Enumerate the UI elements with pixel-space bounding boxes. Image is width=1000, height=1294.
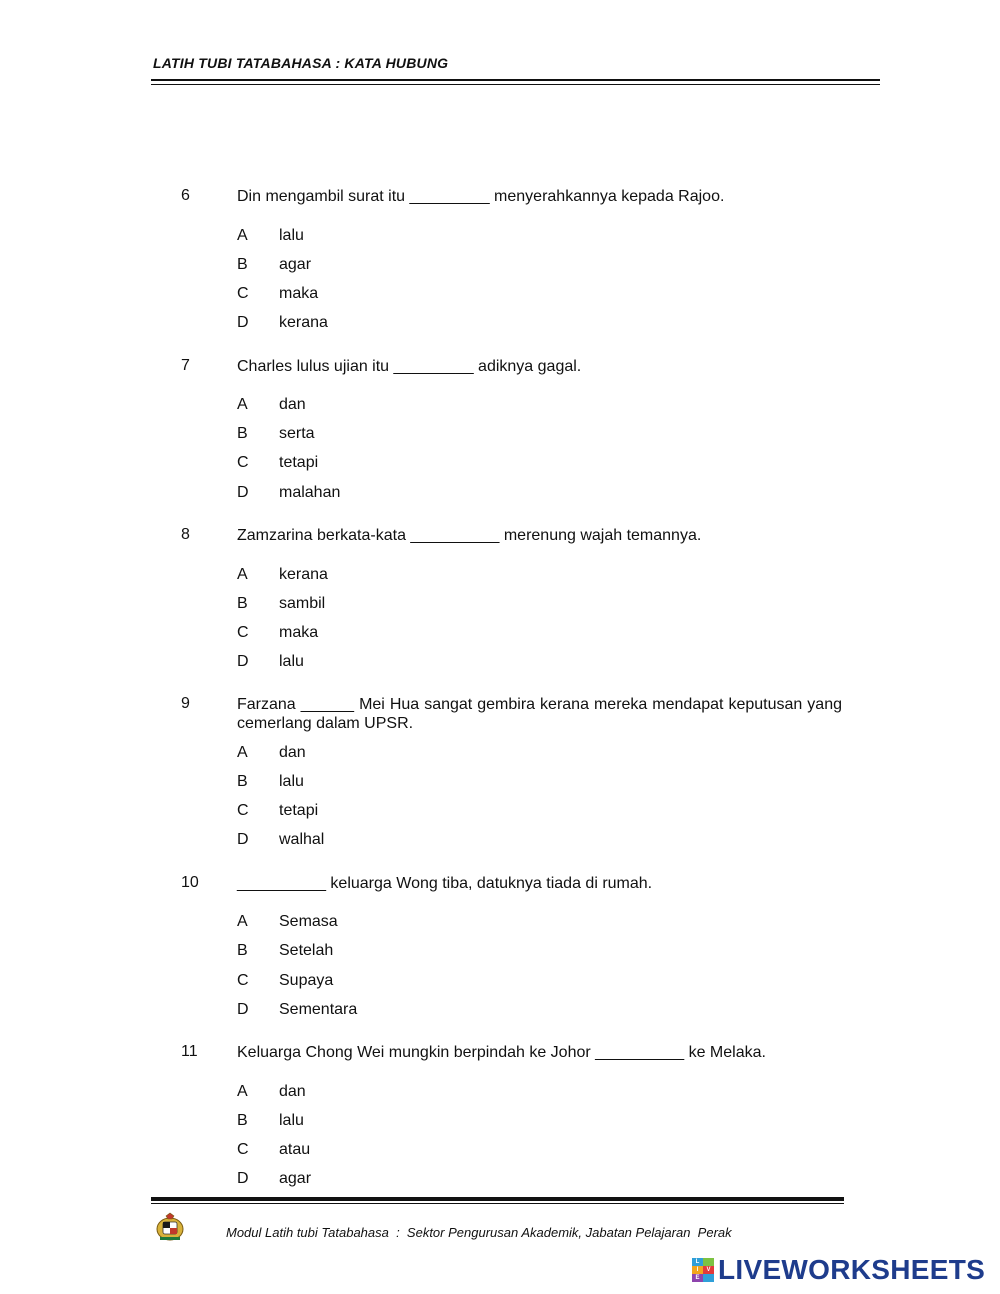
option-text[interactable]: kerana — [279, 314, 328, 331]
option-letter[interactable]: D — [237, 1001, 249, 1018]
question-number: 6 — [181, 187, 190, 204]
option-text[interactable]: maka — [279, 285, 319, 302]
option-letter[interactable]: D — [237, 1170, 249, 1187]
question-text: Zamzarina berkata-kata __________ merenung wajah temannya. — [237, 527, 702, 544]
question-number: 9 — [181, 695, 190, 712]
question-text: Farzana ______ Mei Hua sangat gembira kerana mereka mendapat keputusan yang cemerlang dalam UPSR. — [237, 696, 842, 732]
option-letter[interactable]: C — [237, 972, 249, 989]
option-text[interactable]: lalu — [279, 773, 304, 790]
header-rule-bottom — [151, 84, 880, 85]
footer-rule-thin — [151, 1203, 844, 1204]
option-letter[interactable]: B — [237, 773, 248, 790]
option-text[interactable]: lalu — [279, 1112, 304, 1129]
question-number: 7 — [181, 357, 190, 374]
state-crest-icon — [155, 1212, 185, 1242]
liveworksheets-logo-icon: L I V E — [692, 1258, 714, 1282]
option-letter[interactable]: C — [237, 802, 249, 819]
option-text[interactable]: Sementara — [279, 1001, 358, 1018]
option-letter[interactable]: D — [237, 831, 249, 848]
option-letter[interactable]: A — [237, 744, 248, 761]
option-letter[interactable]: A — [237, 396, 248, 413]
option-text[interactable]: maka — [279, 624, 319, 641]
page-header-title: LATIH TUBI TATABAHASA : KATA HUBUNG — [153, 55, 449, 71]
header-rule-top — [151, 79, 880, 81]
option-text[interactable]: kerana — [279, 566, 328, 583]
option-letter[interactable]: A — [237, 227, 248, 244]
option-text[interactable]: lalu — [279, 227, 304, 244]
liveworksheets-brand[interactable] — [692, 1255, 985, 1285]
option-letter[interactable]: D — [237, 653, 249, 670]
option-text[interactable]: dan — [279, 1083, 306, 1100]
question-text: Charles lulus ujian itu _________ adiknya gagal. — [237, 358, 582, 375]
option-text[interactable]: lalu — [279, 653, 304, 670]
option-text[interactable]: serta — [279, 425, 315, 442]
option-text[interactable]: agar — [279, 256, 312, 273]
option-letter[interactable]: C — [237, 285, 249, 302]
question-number: 8 — [181, 526, 190, 543]
option-letter[interactable]: A — [237, 913, 248, 930]
option-text[interactable]: dan — [279, 396, 306, 413]
option-letter[interactable]: C — [237, 454, 249, 471]
footer-rule-thick — [151, 1197, 844, 1201]
option-letter[interactable]: D — [237, 484, 249, 501]
question-number: 11 — [181, 1043, 198, 1060]
option-letter[interactable]: B — [237, 942, 248, 959]
option-letter[interactable]: B — [237, 595, 248, 612]
question-text: Din mengambil surat itu _________ menyerahkannya kepada Rajoo. — [237, 188, 725, 205]
question-number: 10 — [181, 874, 199, 891]
option-text[interactable]: sambil — [279, 595, 326, 612]
option-text[interactable]: Semasa — [279, 913, 338, 930]
option-letter[interactable]: C — [237, 1141, 249, 1158]
option-text[interactable]: Supaya — [279, 972, 334, 989]
question-text: Keluarga Chong Wei mungkin berpindah ke Johor __________ ke Melaka. — [237, 1044, 766, 1061]
option-text[interactable]: tetapi — [279, 454, 319, 471]
option-letter[interactable]: B — [237, 1112, 248, 1129]
option-text[interactable]: agar — [279, 1170, 312, 1187]
question-text: __________ keluarga Wong tiba, datuknya tiada di rumah. — [237, 875, 653, 892]
option-text[interactable]: dan — [279, 744, 306, 761]
option-letter[interactable]: B — [237, 425, 248, 442]
option-letter[interactable]: B — [237, 256, 248, 273]
option-text[interactable]: atau — [279, 1141, 311, 1158]
liveworksheets-wordmark: LIVEWORKSHEETS — [718, 1254, 986, 1285]
option-letter[interactable]: D — [237, 314, 249, 331]
option-text[interactable]: tetapi — [279, 802, 319, 819]
option-text[interactable]: Setelah — [279, 942, 334, 959]
option-letter[interactable]: A — [237, 566, 248, 583]
option-text[interactable]: malahan — [279, 484, 341, 501]
option-letter[interactable]: A — [237, 1083, 248, 1100]
footer-text: Modul Latih tubi Tatabahasa : Sektor Pengurusan Akademik, Jabatan Pelajaran Perak — [226, 1225, 732, 1240]
option-letter[interactable]: C — [237, 624, 249, 641]
option-text[interactable]: walhal — [279, 831, 325, 848]
